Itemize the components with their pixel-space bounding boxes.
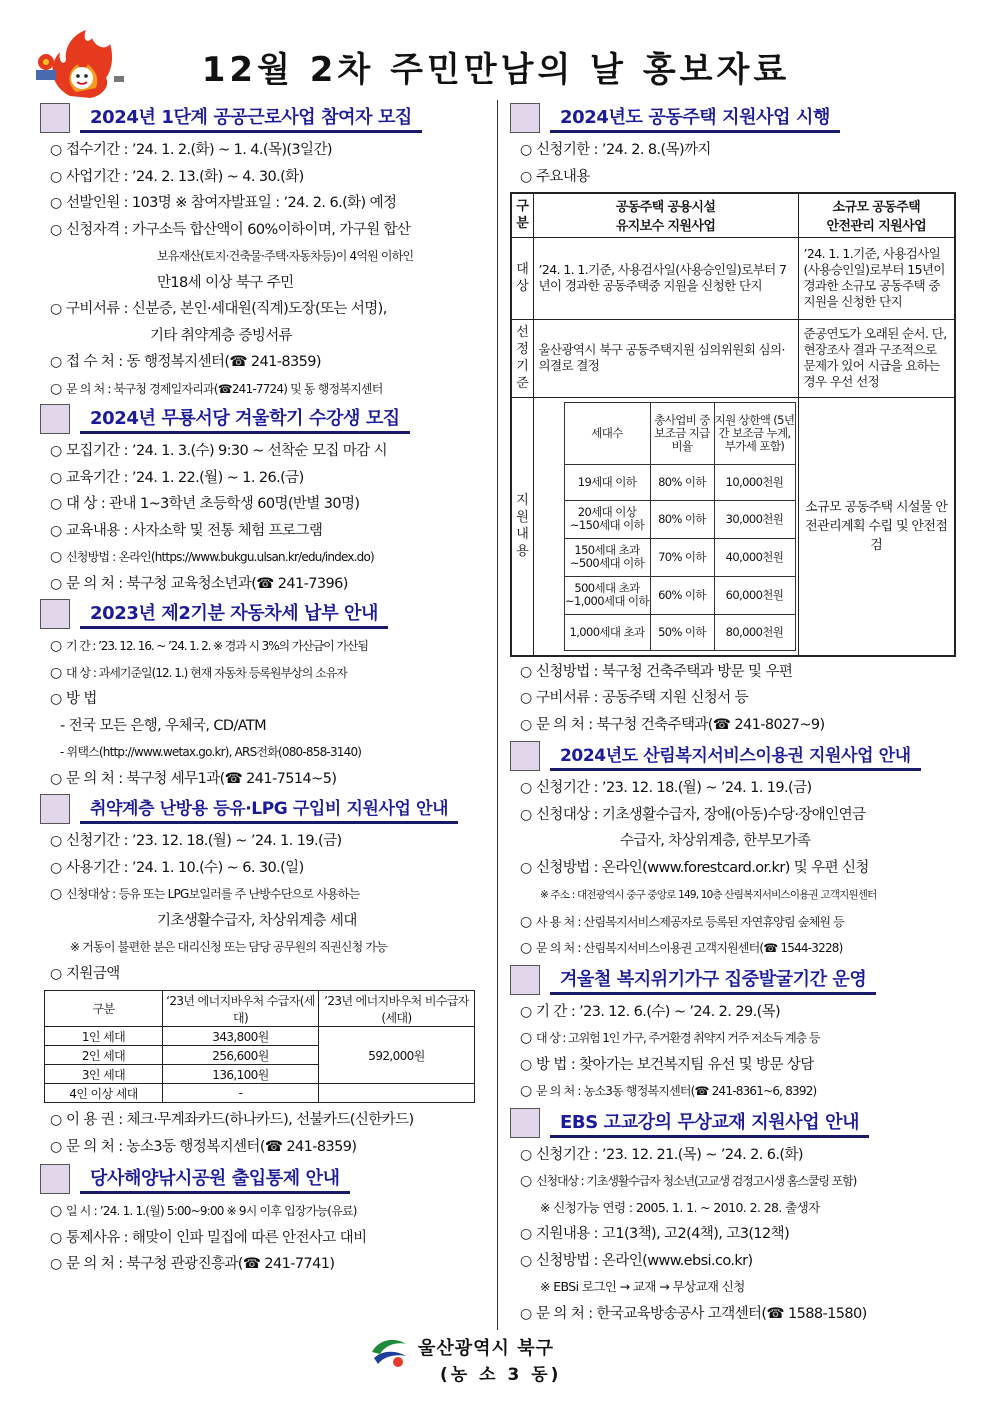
section-title: EBS 고교강의 무상교재 지원사업 안내 [550,1108,869,1138]
bullet-icon: ○ [50,549,62,565]
section-square-icon [40,794,70,824]
table-header: ’23년 에너지바우처 비수급자(세대) [319,991,475,1027]
table-row [45,1084,475,1103]
bullet-icon: ○ [520,1003,532,1020]
section-header-public-works [40,103,488,133]
list-item: ○ 신청방법 : 북구청 건축주택과 방문 및 우편 [510,659,956,686]
support-amount-table [44,990,475,1103]
table-header: 총사업비 중 보조금 지급비율 [650,402,714,464]
bullet-icon: ○ [520,1305,532,1322]
list-item: ○ 신청자격 : 가구소득 합산액이 60%이하이며, 가구원 합산 [40,217,488,244]
list-item: ○ 문 의 처 : 한국교육방송공사 고객센터(☎ 1588-1580) [510,1301,956,1328]
bullet-icon: ○ [50,833,62,849]
bullet-icon: ○ [520,913,532,930]
bullet-icon: ○ [520,1173,532,1189]
table-header: 구분 [45,991,163,1027]
list-item: ○ 지원금액 [40,961,488,988]
footer [0,1330,992,1390]
bullet-icon: ○ [50,142,62,158]
table-cell: 울산광역시 북구 공동주택지원 심의위원회 심의·의결로 결정 [533,319,798,397]
list-item-continued: 만18세 이상 북구 주민 [157,274,294,291]
note: ※ 주소 : 대전광역시 중구 중앙로 149, 10층 산림복지서비스이용권 고객지원센터 [540,889,877,901]
section-header-heating [40,794,488,824]
section-title: 2023년 제2기분 자동차세 납부 안내 [80,599,388,629]
bukgu-logo-icon [368,1330,410,1372]
table-row [511,237,955,319]
list-item: ○ 지원내용 : 고1(3책), 고2(4책), 고3(12책) [510,1221,956,1248]
bullet-icon: ○ [520,168,532,185]
note: ※ EBSi 로그인 → 교재 → 무상교재 신청 [540,1279,745,1294]
table-cell: 10,000천원 [714,464,795,500]
table-cell: 소규모 공동주택 시설물 안전관리계획 수립 및 안전점검 [798,397,955,656]
list-item: ○ 문 의 처 : 산림복지서비스이용권 고객지원센터(☎ 1544-3228) [510,935,956,962]
bullet-icon: ○ [520,1030,532,1046]
bullet-icon: ○ [520,940,532,956]
bullet-icon: ○ [50,1203,62,1219]
table-cell: 256,600원 [163,1046,319,1065]
table-cell: ’24. 1. 1.기준, 사용검사일(사용승인일)로부터 7년이 경과한 공동주택중 지원을 신청한 단지 [533,237,798,319]
bullet-icon: ○ [520,1083,532,1099]
bullet-icon: ○ [520,859,532,876]
bullet-icon: ○ [520,806,532,823]
section-header-welfare-crisis [510,965,956,995]
table-cell: 19세대 이하 [564,464,650,500]
bullet-icon: ○ [520,780,532,796]
table-cell: 80% 이하 [650,500,714,538]
table-row [511,319,955,397]
bullet-icon: ○ [520,1056,532,1073]
table-row [45,1027,475,1046]
bullet-icon: ○ [50,1229,62,1246]
page-title: 12월 2차 주민만남의 날 홍보자료 [201,50,791,90]
section-title: 2024년도 공동주택 지원사업 시행 [550,103,840,133]
list-item: ○ 신청대상 : 등유 또는 LPG보일러를 주 난방수단으로 사용하는 [40,881,488,908]
bullet-icon: ○ [50,1138,62,1155]
list-item: ○ 사업기간 : ’24. 2. 13.(화) ~ 4. 30.(화) [40,164,488,191]
section-square-icon [40,404,70,434]
bullet-icon: ○ [520,142,532,158]
section-square-icon [40,599,70,629]
list-item: ○ 신청기간 : ’23. 12. 21.(목) ~ ’24. 2. 6.(화) [510,1142,956,1169]
right-column [510,103,956,1327]
bullet-icon: ○ [50,770,62,787]
section-title: 당사해양낚시공원 출입통제 안내 [80,1164,350,1194]
note: ※ 신청가능 연령 : 2005. 1. 1. ~ 2010. 2. 28. 출생자 [540,1199,820,1215]
table-cell-merged: 592,000원 [319,1027,475,1084]
list-item: ○ 신청대상 : 기초생활수급자, 장애(아동)수당·장애인연금 [510,802,956,829]
table-header: 구분 [511,193,533,237]
list-item-continued: 기타 취약계층 증빙서류 [150,327,293,344]
table-cell: 343,800원 [163,1027,319,1046]
table-header: 소규모 공동주택 안전관리 지원사업 [798,193,955,237]
section-square-icon [510,741,540,771]
bullet-icon: ○ [520,690,532,706]
list-item: ○ 문 의 처 : 북구청 교육청소년과(☎ 241-7396) [40,571,488,598]
list-item: ○ 접 수 처 : 동 행정복지센터(☎ 241-8359) [40,349,488,376]
table-row [564,500,795,538]
list-item: ○ 신청기간 : ’23. 12. 18.(월) ~ ’24. 1. 19.(금) [510,775,956,802]
table-row [564,614,795,650]
list-item: ○ 기 간 : ’23. 12. 6.(수) ~ ’24. 2. 29.(목) [510,999,956,1026]
table-cell [319,1084,475,1103]
bullet-icon: ○ [50,522,62,539]
table-cell: 20세대 이상 ~150세대 이하 [564,500,650,538]
bullet-icon: ○ [520,1252,532,1269]
section-square-icon [40,1164,70,1194]
list-item: ○ 문 의 처 : 북구청 관광진흥과(☎ 241-7741) [40,1251,488,1278]
scale-table [564,402,796,651]
section-header-apartment [510,103,956,133]
list-item: ○ 방 법 [40,686,488,713]
section-square-icon [510,965,540,995]
bullet-icon: ○ [50,301,62,317]
section-title: 2024년 무룡서당 겨울학기 수강생 모집 [80,404,410,434]
left-column [40,103,488,1278]
list-item: ○ 대 상 : 관내 1~3학년 초등학생 60명(반별 30명) [40,491,488,518]
list-item-continued: 보유재산(토지·건축물·주택·자동차등)이 4억원 이하인 [157,249,414,263]
table-cell: 1,000세대 초과 [564,614,650,650]
row-label: 선정기준 [511,319,533,397]
section-header-forest [510,741,956,771]
list-item-dash: - 전국 모든 은행, 우체국, CD/ATM [60,717,267,734]
list-item: ○ 신청방법 : 온라인(www.forestcard.or.kr) 및 우편 신청 [510,855,956,882]
table-cell: 80% 이하 [650,464,714,500]
table-cell: 80,000천원 [714,614,795,650]
table-cell: 60% 이하 [650,576,714,614]
table-row [564,576,795,614]
section-header-fishing-park [40,1164,488,1194]
table-cell: 136,100원 [163,1065,319,1084]
table-cell: 40,000천원 [714,538,795,576]
list-item: ○ 문 의 처 : 농소3동 행정복지센터(☎ 241-8359) [40,1134,488,1161]
table-cell: 50% 이하 [650,614,714,650]
bullet-icon: ○ [50,691,62,707]
table-row [564,538,795,576]
bullet-icon: ○ [50,443,62,459]
table-header: 지원 상한액 (5년간 보조금 누계, 부가세 포함) [714,402,795,464]
list-item-continued: 기초생활수급자, 차상위계층 세대 [157,912,357,929]
list-item: ○ 선발인원 : 103명 ※ 참여자발표일 : ’24. 2. 6.(화) 예정 [40,190,488,217]
section-title: 2024년도 산림복지서비스이용권 지원사업 안내 [550,741,921,771]
bullet-icon: ○ [50,1112,62,1128]
bullet-icon: ○ [50,496,62,512]
bullet-icon: ○ [50,1256,62,1272]
list-item: ○ 이 용 권 : 체크·무계좌카드(하나카드), 선불카드(신한카드) [40,1107,488,1134]
table-cell: ’24. 1. 1.기준, 사용검사일(사용승인일)로부터 15년이 경과한 소규모 공동주택 중 지원을 신청한 단지 [798,237,955,319]
section-square-icon [510,1108,540,1138]
table-row [564,464,795,500]
list-item: ○ 문 의 처 : 농소3동 행정복지센터(☎ 241-8361~6, 8392) [510,1078,956,1105]
row-label: 대상 [511,237,533,319]
list-item: ○ 주요내용 [510,164,956,191]
title-row [0,20,992,100]
list-item: ○ 신청방법 : 온라인(https://www.bukgu.ulsan.kr/edu/index.do) [40,544,488,571]
bullet-icon: ○ [50,380,62,397]
bullet-icon: ○ [50,638,62,654]
table-header-row [511,193,955,237]
list-item: ○ 대 상 : 고위험 1인 가구, 주거환경 취약지 거주 저소득 계층 등 [510,1025,956,1052]
list-item: ○ 구비서류 : 공동주택 지원 신청서 등 [510,685,956,712]
bullet-icon: ○ [50,168,62,185]
table-cell: 4인 이상 세대 [45,1084,163,1103]
table-cell: - [163,1084,319,1103]
list-item: ○ 교육내용 : 사자소학 및 전통 체험 프로그램 [40,518,488,545]
column-divider [497,100,498,1330]
table-cell [533,397,798,656]
list-item: ○ 구비서류 : 신분증, 본인·세대원(직계)도장(또는 서명), [40,296,488,323]
list-item: ○ 신청기간 : ’23. 12. 18.(월) ~ ’24. 1. 19.(금) [40,828,488,855]
section-square-icon [510,103,540,133]
bullet-icon: ○ [50,221,62,238]
section-header-car-tax [40,599,488,629]
bullet-icon: ○ [50,965,62,982]
table-cell: 60,000천원 [714,576,795,614]
list-item: ○ 문 의 처 : 북구청 세무1과(☎ 241-7514~5) [40,766,488,793]
table-header-row [564,402,795,464]
table-cell: 70% 이하 [650,538,714,576]
table-row [511,397,955,656]
section-header-ebs [510,1108,956,1138]
bullet-icon: ○ [50,195,62,211]
table-cell: 2인 세대 [45,1046,163,1065]
row-label: 지원내용 [511,397,533,656]
list-item: ○ 방 법 : 찾아가는 보건복지팀 유선 및 방문 상담 [510,1052,956,1079]
bullet-icon: ○ [520,1146,532,1163]
table-header: 공동주택 공용시설 유지보수 지원사업 [533,193,798,237]
list-item-continued: 수급자, 차상위계층, 한부모가족 [620,833,811,849]
bullet-icon: ○ [50,469,62,486]
footer-district: (농 소 3 동) [440,1365,562,1385]
list-item: ○ 신청기한 : ’24. 2. 8.(목)까지 [510,137,956,164]
bullet-icon: ○ [50,886,62,902]
section-title: 취약계층 난방용 등유·LPG 구입비 지원사업 안내 [80,794,458,824]
table-cell: 500세대 초과 ~1,000세대 이하 [564,576,650,614]
bullet-icon: ○ [520,1226,532,1242]
table-cell: 1인 세대 [45,1027,163,1046]
table-header-row [45,991,475,1027]
table-cell: 준공연도가 오래된 순서. 단, 현장조사 결과 구조적으로 문제가 있어 시급을 요하는 경우 우선 선정 [798,319,955,397]
bullet-icon: ○ [520,663,532,680]
section-header-seodang [40,404,488,434]
list-item: ○ 교육기간 : ’24. 1. 22.(월) ~ 1. 26.(금) [40,465,488,492]
bullet-icon: ○ [50,575,62,592]
list-item: ○ 기 간 : ’23. 12. 16. ~ ’24. 1. 2. ※ 경과 시 3%의 가산금이 가산됨 [40,633,488,660]
section-title: 겨울철 복지위기가구 집중발굴기간 운영 [550,965,876,995]
list-item: ○ 신청방법 : 온라인(www.ebsi.co.kr) [510,1248,956,1275]
table-header: ‘23년 에너지바우처 수급자(세대) [163,991,319,1027]
table-cell: 150세대 초과 ~500세대 이하 [564,538,650,576]
apartment-support-table [510,192,956,657]
list-item: ○ 사 용 처 : 산림복지서비스제공자로 등록된 자연휴양림 숲체원 등 [510,909,956,936]
list-item: ○ 일 시 : ’24. 1. 1.(월) 5:00~9:00 ※ 9시 이후 입장가능(유료) [40,1198,488,1225]
bullet-icon: ○ [50,664,62,681]
footer-organization: 울산광역시 북구 [418,1338,554,1359]
list-item: ○ 문 의 처 : 북구청 경제일자리과(☎241-7724) 및 동 행정복지센터 [40,376,488,403]
table-cell: 30,000천원 [714,500,795,538]
section-title: 2024년 1단계 공공근로사업 참여자 모집 [80,103,422,133]
bullet-icon: ○ [520,716,532,733]
list-item: ○ 신청대상 : 기초생활수급자 청소년(고교생 검정고시생 홈스쿨링 포함) [510,1168,956,1195]
list-item: ○ 사용기간 : ’24. 1. 10.(수) ~ 6. 30.(일) [40,855,488,882]
note: ※ 거동이 불편한 분은 대리신청 또는 담당 공무원의 직권신청 가능 [70,940,387,954]
list-item: ○ 문 의 처 : 북구청 건축주택과(☎ 241-8027~9) [510,712,956,739]
list-item: ○ 모집기간 : ’24. 1. 3.(수) 9:30 ~ 선착순 모집 마감 시 [40,438,488,465]
list-item: ○ 통제사유 : 해맞이 인파 밀집에 따른 안전사고 대비 [40,1225,488,1252]
table-header: 세대수 [564,402,650,464]
list-item: ○ 대 상 : 과세기준일(12. 1.) 현재 자동차 등록원부상의 소유자 [40,660,488,687]
bullet-icon: ○ [50,859,62,876]
list-item: ○ 접수기간 : ’24. 1. 2.(화) ~ 1. 4.(목)(3일간) [40,137,488,164]
section-square-icon [40,103,70,133]
list-item-dash: - 위택스(http://www.wetax.go.kr), ARS전화(080-858-3140) [60,745,362,759]
bullet-icon: ○ [50,354,62,370]
table-cell: 3인 세대 [45,1065,163,1084]
